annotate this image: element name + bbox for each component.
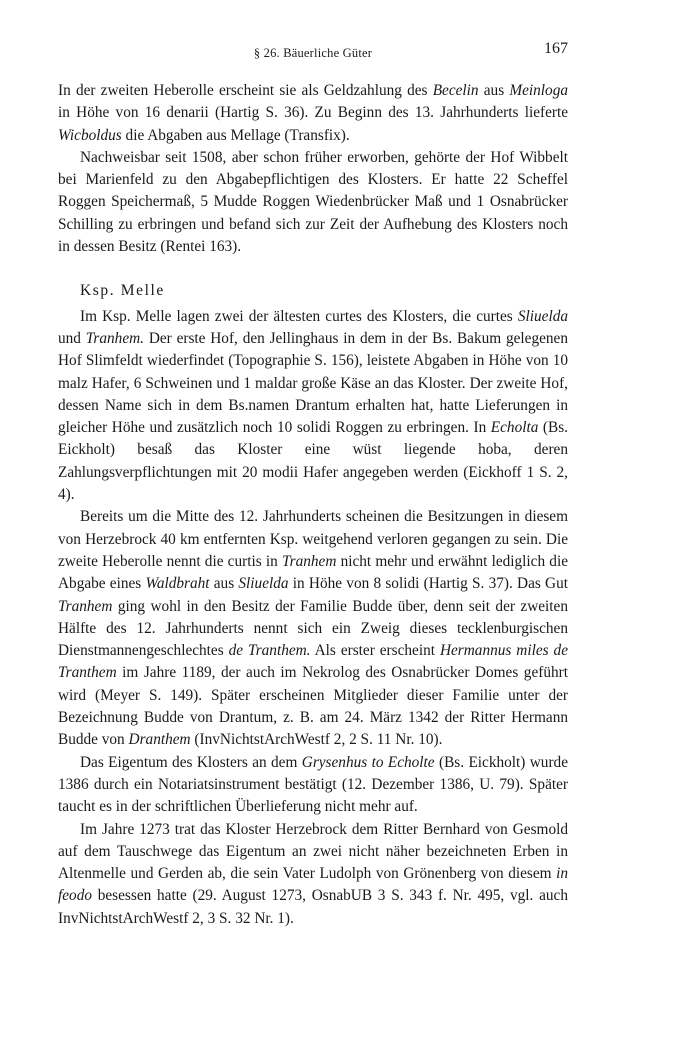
- text-run: in Höhe von 16 denarii (Hartig S. 36). Zu Beginn des 13. Jahrhunderts lieferte: [58, 104, 568, 122]
- text-run: (Bs. Eickholt) wurde 1386 durch ein Notariatsinstrument bestätigt (12. Dezember 1386, U. 79). Später taucht es in der schriftlichen Überlieferung nicht mehr auf.: [58, 753, 568, 816]
- page-number: 167: [544, 40, 568, 57]
- book-page: [58, 38, 568, 930]
- body-text: [58, 80, 568, 930]
- text-run: in Höhe von 8 solidi (Hartig S. 37). Das Gut: [288, 575, 568, 593]
- paragraph: [58, 752, 568, 819]
- paragraph: [58, 147, 568, 258]
- text-run: Ksp. Melle: [80, 282, 165, 300]
- paragraph: [58, 819, 568, 930]
- italic-term: Echolta: [490, 419, 539, 437]
- text-run: Im Ksp. Melle lagen zwei der ältesten curtes des Klosters, die curtes: [80, 307, 518, 325]
- paragraph: [58, 506, 568, 751]
- italic-term: Grysenhus to Echolte: [301, 753, 435, 771]
- text-run: In der zweiten Heberolle erscheint sie als Geldzahlung des: [58, 82, 433, 99]
- italic-term: Wicboldus: [58, 126, 122, 144]
- italic-term: in feodo: [58, 865, 568, 905]
- text-run: im Jahre 1189, der auch im Nekrolog des Osnabrücker Domes geführt wird (Meyer S. 149). Später erscheinen Mitglieder dieser Familie unter der Bezeichnung Budde von Drantum, z. B. am 24. März 1342 der Ritter Hermann Budde von: [58, 664, 568, 749]
- text-run: Als erster erscheint: [310, 642, 440, 660]
- italic-term: Becelin: [432, 82, 479, 99]
- text-run: Im Jahre 1273 trat das Kloster Herzebrock dem Ritter Bernhard von Gesmold auf dem Tauschwege das Eigentum an zwei nicht näher bezeichneten Erben in Altenmelle und Gerden ab, die sein Vater Ludolph von Grönenberg von diesem: [58, 820, 568, 883]
- text-run: (InvNichtstArchWestf 2, 2 S. 11 Nr. 10).: [190, 731, 443, 749]
- text-run: Nachweisbar seit 1508, aber schon früher erworben, gehörte der Hof Wibbelt bei Marienfeld zu den Abgabepflichtigen des Klosters. Er hatte 22 Scheffel Roggen Speichermaß, 5 Mudde Roggen Wiedenbrücker Maß und 1 Osnabrücker Schilling zu erbringen und befand sich zur Zeit der Aufhebung des Klosters noch in dessen Besitz (Rentei 163).: [58, 148, 568, 256]
- text-run: Der erste Hof, den Jellinghaus in dem in der Bs. Bakum gelegenen Hof Slimfeldt wiederfindet (Topographie S. 156), leistete Abgaben in Höhe von 10 malz Hafer, 6 Schweinen und 1 maldar große Käse an das Kloster. Der zweite Hof, dessen Name sich in dem Bs.namen Drantum erhalten hat, hatte Lieferungen in gleicher Höhe und zusätzlich noch 10 solidi Roggen zu erbringen. In: [58, 329, 568, 437]
- italic-term: Tranhem: [58, 597, 113, 615]
- italic-term: Waldbraht: [145, 575, 210, 593]
- text-run: nicht mehr und erwähnt lediglich die Abgabe eines: [58, 552, 568, 593]
- italic-term: Tranhem: [281, 552, 337, 570]
- section-heading: [80, 280, 568, 302]
- text-run: die Abgaben aus Mellage (Transfix).: [121, 126, 350, 144]
- text-run: (Bs. Eickholt) besaß das Kloster eine wüst liegende hoba, deren Zahlungsverpflichtungen mit 20 modii Hafer angegeben werden (Eickhoff 1 S. 2, 4).: [58, 419, 568, 504]
- text-run: Das Eigentum des Klosters an dem: [80, 753, 302, 771]
- italic-term: Tranhem.: [85, 329, 144, 347]
- text-run: ging wohl in den Besitz der Familie Budde über, denn seit der zweiten Hälfte des 12. Jahrhunderts nennt sich ein Zweig dieses tecklenburgischen Dienstmannengeschlechtes: [58, 597, 568, 660]
- text-run: und: [58, 329, 86, 347]
- text-run: Bereits um die Mitte des 12. Jahrhunderts scheinen die Besitzungen in diesem von Herzebrock 40 km entfernten Ksp. weitgehend verloren gegangen zu sein. Die zweite Heberolle nennt die curtis in: [58, 508, 568, 570]
- page-header: [58, 38, 568, 62]
- paragraph: [58, 80, 568, 147]
- italic-term: Sliuelda: [238, 575, 289, 593]
- text-run: aus: [209, 575, 239, 593]
- italic-term: Dranthem: [128, 731, 191, 749]
- text-run: aus: [478, 82, 510, 99]
- text-run: besessen hatte (29. August 1273, OsnabUB 3 S. 343 f. Nr. 495, vgl. auch InvNichtstArchWestf 2, 3 S. 32 Nr. 1).: [58, 887, 568, 927]
- italic-term: Meinloga: [509, 82, 568, 99]
- italic-term: de Tranthem.: [228, 642, 311, 660]
- running-head: § 26. Bäuerliche Güter: [253, 46, 373, 60]
- paragraph: [58, 306, 568, 507]
- italic-term: Sliuelda: [517, 307, 568, 325]
- italic-term: Hermannus miles de Tranthem: [58, 642, 568, 682]
